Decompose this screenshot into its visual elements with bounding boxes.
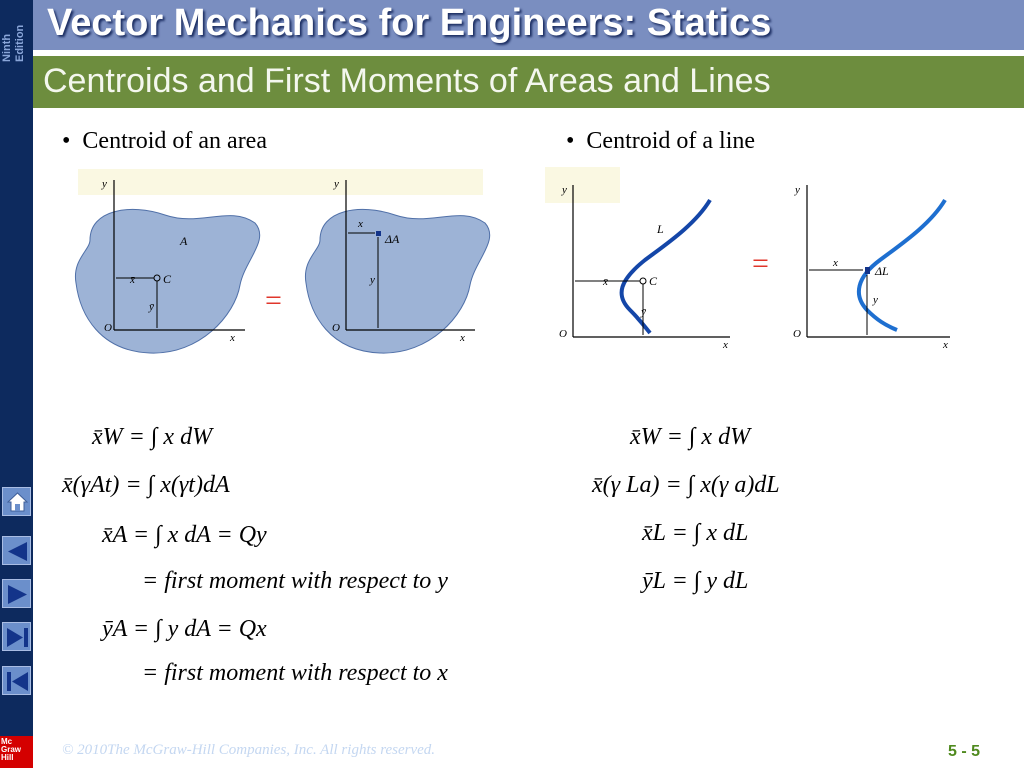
- bullet-area-text: Centroid of an area: [82, 128, 267, 154]
- eq-line-4: ȳL = ∫ y dL: [642, 568, 749, 594]
- label-line-centroid: C: [649, 274, 658, 288]
- eq-area-1: x̄W = ∫ x dW: [92, 424, 213, 450]
- label-line-xbar: x̄: [603, 276, 608, 288]
- copyright-footer: © 2010The McGraw-Hill Companies, Inc. All rights reserved.: [62, 742, 436, 758]
- eq-line-1: x̄W = ∫ x dW: [630, 424, 751, 450]
- edition-label-line1: Ninth: [1, 33, 13, 62]
- subtitle-bar: [33, 56, 1024, 108]
- eq-area-3: x̄A = ∫ x dA = Qy: [102, 522, 267, 548]
- area-centroid-figure: [70, 165, 500, 360]
- label-delta-l: ΔL: [875, 264, 889, 278]
- label-x-distance: x: [358, 218, 363, 230]
- label-y-axis-2: y: [334, 178, 339, 190]
- eq-area-5: ȳA = ∫ y dA = Qx: [102, 616, 267, 642]
- page-subtitle: Centroids and First Moments of Areas and Lines: [43, 62, 771, 100]
- return-icon[interactable]: [2, 666, 31, 695]
- logo-line-3: Hill: [1, 753, 14, 762]
- logo-line-2: Graw: [1, 745, 22, 754]
- edition-label-line2: Edition: [14, 24, 26, 62]
- label-line-y-distance: y: [873, 294, 878, 306]
- label-line-origin-2: O: [793, 328, 801, 340]
- next-icon[interactable]: [2, 579, 31, 608]
- label-centroid: C: [163, 272, 172, 286]
- page-title: Vector Mechanics for Engineers: Statics: [47, 2, 772, 44]
- bullet-line-text: Centroid of a line: [586, 128, 756, 154]
- title-bar: [33, 0, 1024, 50]
- label-y-distance: y: [370, 274, 375, 286]
- label-x-axis: x: [230, 332, 235, 344]
- line-centroid-figure: [545, 165, 965, 350]
- previous-icon[interactable]: [2, 536, 31, 565]
- label-line-origin: O: [559, 328, 567, 340]
- eq-line-2: x̄(γ La) = ∫ x(γ a)dL: [592, 472, 780, 498]
- bullet-area: • Centroid of an area: [62, 128, 267, 154]
- equals-sign-area: =: [265, 284, 282, 317]
- equals-sign-line: =: [752, 247, 769, 280]
- label-line-ybar: ȳ: [641, 306, 646, 318]
- label-line-x-axis-2: x: [943, 339, 948, 350]
- eq-line-3: x̄L = ∫ x dL: [642, 520, 749, 546]
- label-x-axis-2: x: [460, 332, 465, 344]
- label-line-x-axis: x: [723, 339, 728, 350]
- label-line-y-axis: y: [562, 184, 567, 196]
- eq-area-4: = first moment with respect to y: [142, 568, 448, 594]
- publisher-logo: [0, 736, 33, 768]
- label-origin-2: O: [332, 322, 340, 334]
- label-area: A: [180, 234, 188, 248]
- eq-area-6: = first moment with respect to x: [142, 660, 448, 686]
- label-origin: O: [104, 322, 112, 334]
- label-delta-a: ΔA: [385, 232, 400, 246]
- eq-area-2: x̄(γAt) = ∫ x(γt)dA: [62, 472, 230, 498]
- label-y-axis: y: [102, 178, 107, 190]
- label-line-x-distance: x: [833, 257, 838, 269]
- label-ybar: ȳ: [149, 301, 154, 313]
- label-line-l: L: [657, 222, 664, 236]
- sidebar: [0, 0, 33, 768]
- home-icon[interactable]: [2, 487, 31, 516]
- last-icon[interactable]: [2, 622, 31, 651]
- label-line-y-axis-2: y: [795, 184, 800, 196]
- logo-line-1: Mc: [1, 737, 13, 746]
- bullet-line: • Centroid of a line: [566, 128, 756, 154]
- page-number: 5 - 5: [948, 743, 981, 760]
- label-xbar: x̄: [130, 274, 135, 286]
